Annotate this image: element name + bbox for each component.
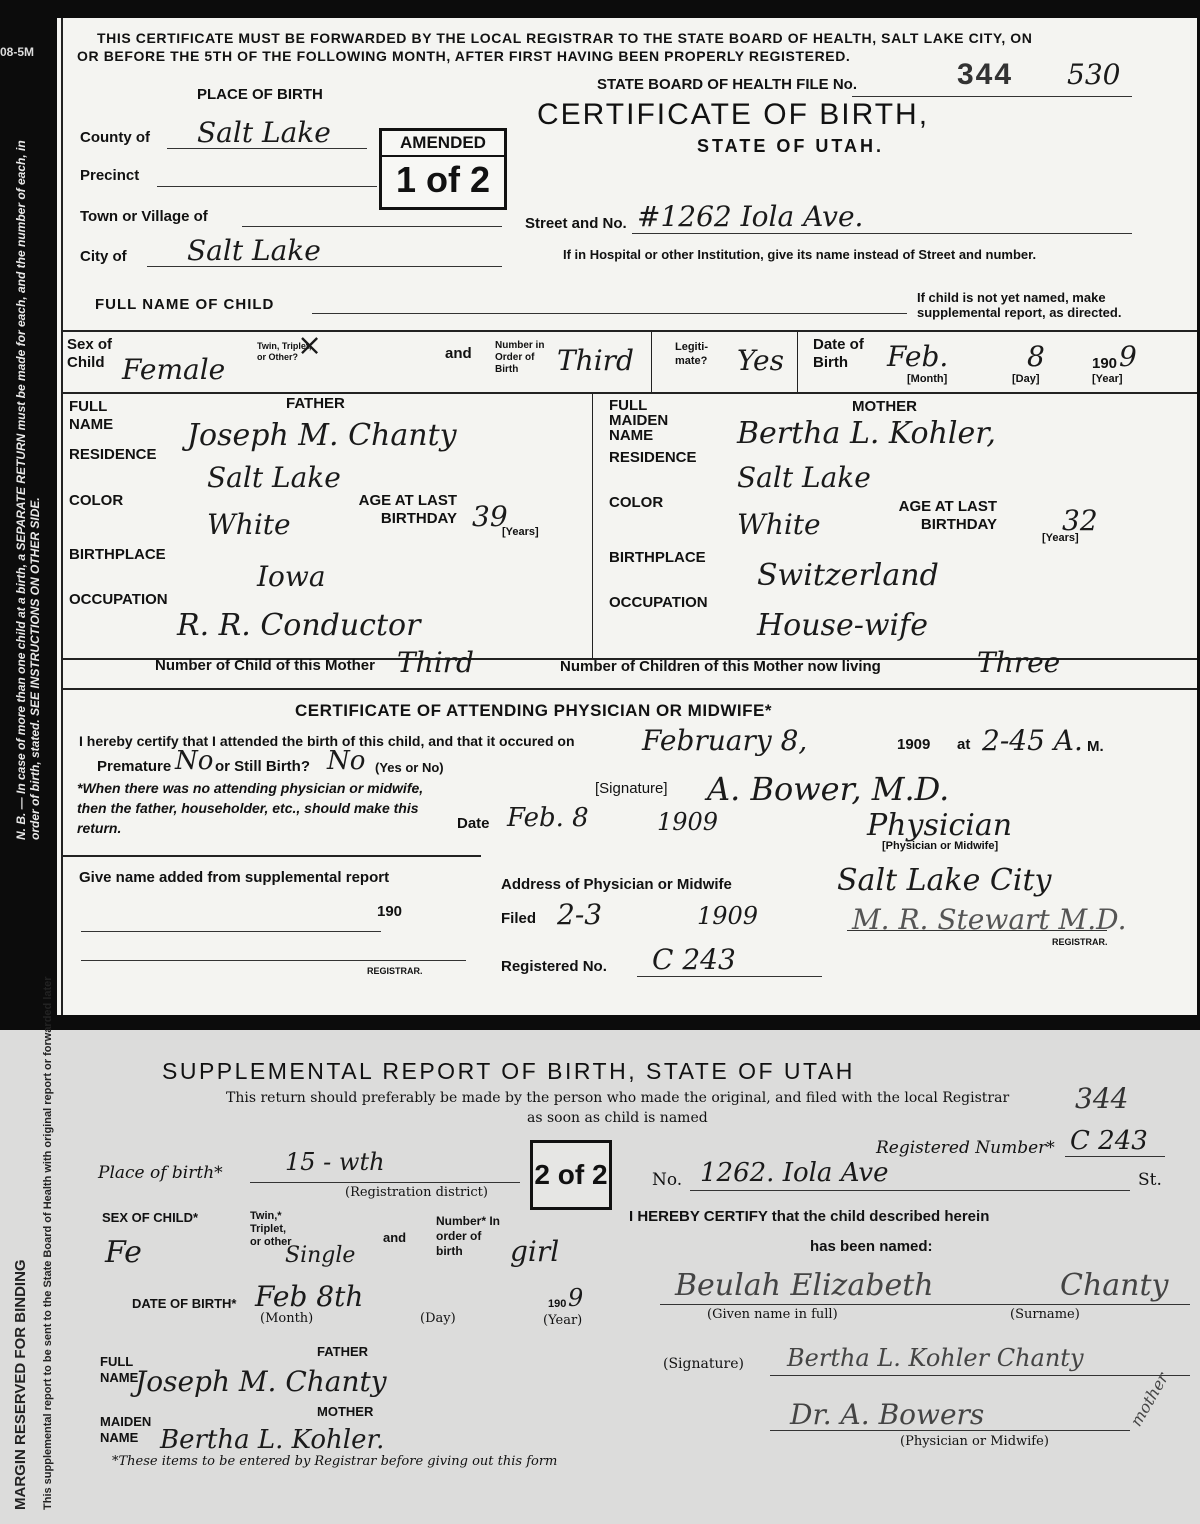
child-of-mother-label: Number of Child of this Mother: [155, 657, 375, 674]
signature-label: [Signature]: [595, 780, 668, 797]
date-label: Date: [457, 815, 490, 832]
father-age-label: AGE AT LAST BIRTHDAY: [358, 492, 457, 527]
supp-maiden-label: MAIDEN NAME: [100, 1414, 152, 1445]
yesno-label: (Yes or No): [375, 760, 444, 775]
supp-father-name: Joseph M. Chanty: [135, 1365, 387, 1398]
given-label: (Given name in full): [707, 1307, 838, 1322]
physician-signature: A. Bower, M.D.: [707, 770, 950, 808]
mother-residence-label: RESIDENCE: [609, 449, 697, 466]
supp-twin-label: Twin,* Triplet, or other: [250, 1210, 292, 1248]
surname: Chanty: [1060, 1268, 1169, 1303]
father-residence: Salt Lake: [207, 461, 341, 494]
filed-value: 2-3: [557, 898, 603, 931]
supp-signature: Bertha L. Kohler Chanty: [787, 1344, 1084, 1372]
supp-physician: Dr. A. Bowers: [790, 1398, 985, 1431]
stamp-bottom: 1 of 2: [395, 159, 491, 200]
mother-color: White: [737, 508, 821, 541]
mother-age: 32: [1062, 504, 1098, 537]
binding-note: This supplemental report to be sent to the State Board of Health with original report or forwarded later: [42, 976, 54, 1510]
mother-name: Bertha L. Kohler,: [737, 416, 996, 451]
supp-day-label: (Day): [420, 1311, 456, 1326]
mother-years-label: [Years]: [1042, 532, 1079, 544]
mother-birthplace-label: BIRTHPLACE: [609, 549, 706, 566]
supp-signature-label: (Signature): [663, 1356, 744, 1372]
binding-margin: MARGIN RESERVED FOR BINDING: [12, 1259, 29, 1510]
registrar-signature: M. R. Stewart M.D.: [852, 903, 1127, 936]
certify-text: I hereby certify that I attended the birth of this child, and that it occured on: [79, 733, 575, 749]
supp-year: 190: [377, 903, 403, 920]
birth-year: 1909: [897, 736, 931, 753]
file-no-hand: 530: [1067, 58, 1121, 91]
father-color: White: [207, 508, 291, 541]
dob-year-prefix: 190: [1092, 355, 1118, 372]
physician-footnote: *When there was no attending physician or midwife, then the father, householder, etc., should make this return.: [77, 780, 424, 836]
at-label: at: [957, 736, 971, 753]
day-label: [Day]: [1012, 373, 1040, 385]
supp-place: 15 - wth: [285, 1148, 385, 1176]
file-no-label: STATE BOARD OF HEALTH FILE No.: [597, 76, 857, 93]
living-label: Number of Children of this Mother now living: [560, 658, 881, 675]
address-value: Salt Lake City: [837, 863, 1052, 898]
child-of-mother: Third: [397, 646, 474, 679]
supp-place-label: Place of birth*: [98, 1163, 223, 1183]
supp-and-label: and: [383, 1230, 407, 1245]
dob-day: 8: [1027, 340, 1045, 373]
st-label: St.: [1138, 1170, 1162, 1190]
supp-father-label: FATHER: [317, 1344, 369, 1359]
premature-value: No: [175, 746, 214, 776]
father-birthplace: Iowa: [257, 560, 326, 593]
district-label: (Registration district): [345, 1185, 488, 1200]
year-label: [Year]: [1092, 373, 1123, 385]
mother-heading: MOTHER: [852, 398, 917, 415]
not-named-note: If child is not yet named, make supplemental report, as directed.: [917, 290, 1122, 320]
mother-residence: Salt Lake: [737, 461, 871, 494]
birth-certificate: [57, 18, 1197, 1015]
supp-physician-note: mother: [1126, 1369, 1173, 1430]
still-value: No: [327, 746, 366, 776]
given-name: Beulah Elizabeth: [675, 1268, 934, 1303]
certificate-subtitle: STATE OF UTAH.: [697, 136, 884, 156]
dob-month: Feb.: [887, 340, 949, 373]
father-occupation: R. R. Conductor: [177, 608, 421, 643]
supp-phys-label: (Physician or Midwife): [900, 1434, 1049, 1449]
reg-no-value: C 243: [652, 943, 736, 976]
birth-date: February 8,: [642, 724, 808, 757]
registrar-label2: REGISTRAR.: [1052, 937, 1108, 947]
form-code: 08-5M: [0, 45, 35, 59]
physician-title: Physician: [867, 808, 1013, 843]
supp-label: Give name added from supplemental report: [79, 869, 390, 886]
supp-order: girl: [510, 1235, 560, 1268]
father-age: 39: [472, 500, 508, 533]
county-label: County of: [80, 129, 150, 146]
twin-label: Twin, Triplet, or Other?: [257, 341, 312, 362]
legit-value: Yes: [737, 344, 784, 377]
sex-label: Sex of Child: [67, 336, 113, 371]
father-birthplace-label: BIRTHPLACE: [69, 546, 166, 563]
m-label: M.: [1087, 738, 1104, 755]
father-residence-label: RESIDENCE: [69, 446, 157, 463]
legit-label: Legiti-mate?: [675, 341, 708, 367]
father-heading: FATHER: [286, 395, 345, 412]
stamp-2of2: 2 of 2: [530, 1140, 612, 1210]
filed-year: 1909: [697, 902, 759, 930]
supp-year: 9: [568, 1284, 584, 1312]
order-value: Third: [557, 344, 634, 377]
supp-no-label: No.: [652, 1170, 683, 1190]
supp-year-prefix: 190: [548, 1298, 567, 1310]
county-value: Salt Lake: [197, 116, 331, 149]
supp-sex-label: SEX OF CHILD*: [102, 1210, 199, 1225]
father-name-label: FULL NAME: [69, 398, 114, 433]
stamp-top: AMENDED: [382, 131, 504, 157]
month-label: [Month]: [907, 373, 948, 385]
supp-dob-label: DATE OF BIRTH*: [132, 1296, 237, 1311]
city-label: City of: [80, 248, 127, 265]
margin-note: N. B. — In case of more than one child at a birth, a SEPARATE RETURN must be made for each, and the number of each, in order of birth, stated. SEE INSTRUCTIONS ON OTHER SIDE.: [14, 140, 42, 840]
living-value: Three: [977, 646, 1061, 679]
supp-title: SUPPLEMENTAL REPORT OF BIRTH, STATE OF UTAH: [162, 1058, 855, 1084]
supp-twin: Single: [285, 1243, 356, 1268]
filed-label: Filed: [501, 910, 537, 927]
supp-dob: Feb 8th: [255, 1280, 364, 1313]
supp-month-label: (Month): [260, 1311, 314, 1326]
birth-time: 2-45 A.: [982, 724, 1083, 757]
still-label: or Still Birth?: [215, 758, 310, 775]
supp-mother-label: MOTHER: [317, 1404, 374, 1419]
supp-sex: Fe: [105, 1235, 142, 1270]
supp-instructions2: as soon as child is named: [527, 1110, 708, 1126]
father-color-label: COLOR: [69, 492, 124, 509]
town-label: Town or Village of: [80, 208, 208, 225]
supp-certify1: I HEREBY CERTIFY that the child described herein: [629, 1208, 990, 1225]
supp-reg-label: Registered Number*: [876, 1138, 1055, 1158]
supp-order-label: Number* In order of birth: [436, 1214, 501, 1258]
father-occupation-label: OCCUPATION: [69, 591, 168, 608]
physician-heading: CERTIFICATE OF ATTENDING PHYSICIAN OR MIDWIFE*: [295, 701, 772, 720]
supp-footnote: *These items to be entered by Registrar before giving out this form: [112, 1454, 558, 1469]
premature-label: Premature: [97, 758, 172, 775]
header-line2: OR BEFORE THE 5TH OF THE FOLLOWING MONTH, AFTER FIRST HAVING BEEN PROPERLY REGISTERED.: [77, 48, 851, 64]
sign-date: Feb. 8: [507, 803, 589, 833]
dob-label: Date of Birth: [813, 336, 864, 371]
amended-stamp: [379, 128, 507, 210]
order-label: Number in Order of Birth: [495, 340, 545, 375]
city-value: Salt Lake: [187, 234, 321, 267]
father-years-label: [Years]: [502, 526, 539, 538]
supp-mother-name: Bertha L. Kohler.: [160, 1425, 385, 1455]
street-label: Street and No.: [525, 215, 627, 232]
mother-age-label: AGE AT LAST BIRTHDAY: [898, 498, 997, 533]
supp-instructions1: This return should preferably be made by the person who made the original, and filed with the local Registrar: [226, 1090, 1010, 1106]
full-name-label: FULL NAME OF CHILD: [95, 296, 275, 313]
header-line1: THIS CERTIFICATE MUST BE FORWARDED BY THE LOCAL REGISTRAR TO THE STATE BOARD OF HEALTH, SALT LAKE CITY, ON: [97, 30, 1033, 46]
supp-hand-no: 344: [1075, 1082, 1129, 1115]
certificate-title: CERTIFICATE OF BIRTH,: [537, 98, 930, 131]
mother-birthplace: Switzerland: [757, 558, 939, 593]
street-value: #1262 Iola Ave.: [637, 200, 864, 233]
surname-label: (Surname): [1010, 1307, 1080, 1322]
registrar-label: REGISTRAR.: [367, 966, 423, 976]
hospital-note: If in Hospital or other Institution, give its name instead of Street and number.: [563, 247, 1037, 262]
supplemental-report: [0, 976, 1200, 1524]
mother-occupation: House-wife: [757, 608, 928, 643]
sex-value: Female: [122, 353, 226, 386]
sign-date-year: 1909: [657, 808, 719, 836]
mother-occupation-label: OCCUPATION: [609, 594, 708, 611]
supp-reg-no: C 243: [1070, 1126, 1148, 1156]
file-no: 344: [957, 58, 1014, 91]
reg-no-label: Registered No.: [501, 958, 607, 975]
mother-color-label: COLOR: [609, 494, 664, 511]
supp-year-label: (Year): [543, 1313, 583, 1328]
dob-year: 9: [1119, 340, 1137, 373]
place-heading: PLACE OF BIRTH: [197, 86, 323, 103]
phys-label: [Physician or Midwife]: [882, 840, 999, 852]
mother-name-label: FULL MAIDEN NAME: [609, 397, 669, 444]
supp-certify2: has been named:: [810, 1238, 933, 1255]
father-name: Joseph M. Chanty: [187, 418, 457, 453]
supp-full-name-label: FULL NAME: [100, 1354, 139, 1385]
and-label: and: [445, 345, 472, 362]
precinct-label: Precinct: [80, 167, 140, 184]
address-label: Address of Physician or Midwife: [501, 876, 732, 893]
twin-x-mark: ×: [297, 328, 323, 363]
supp-address: 1262. Iola Ave: [700, 1158, 889, 1188]
